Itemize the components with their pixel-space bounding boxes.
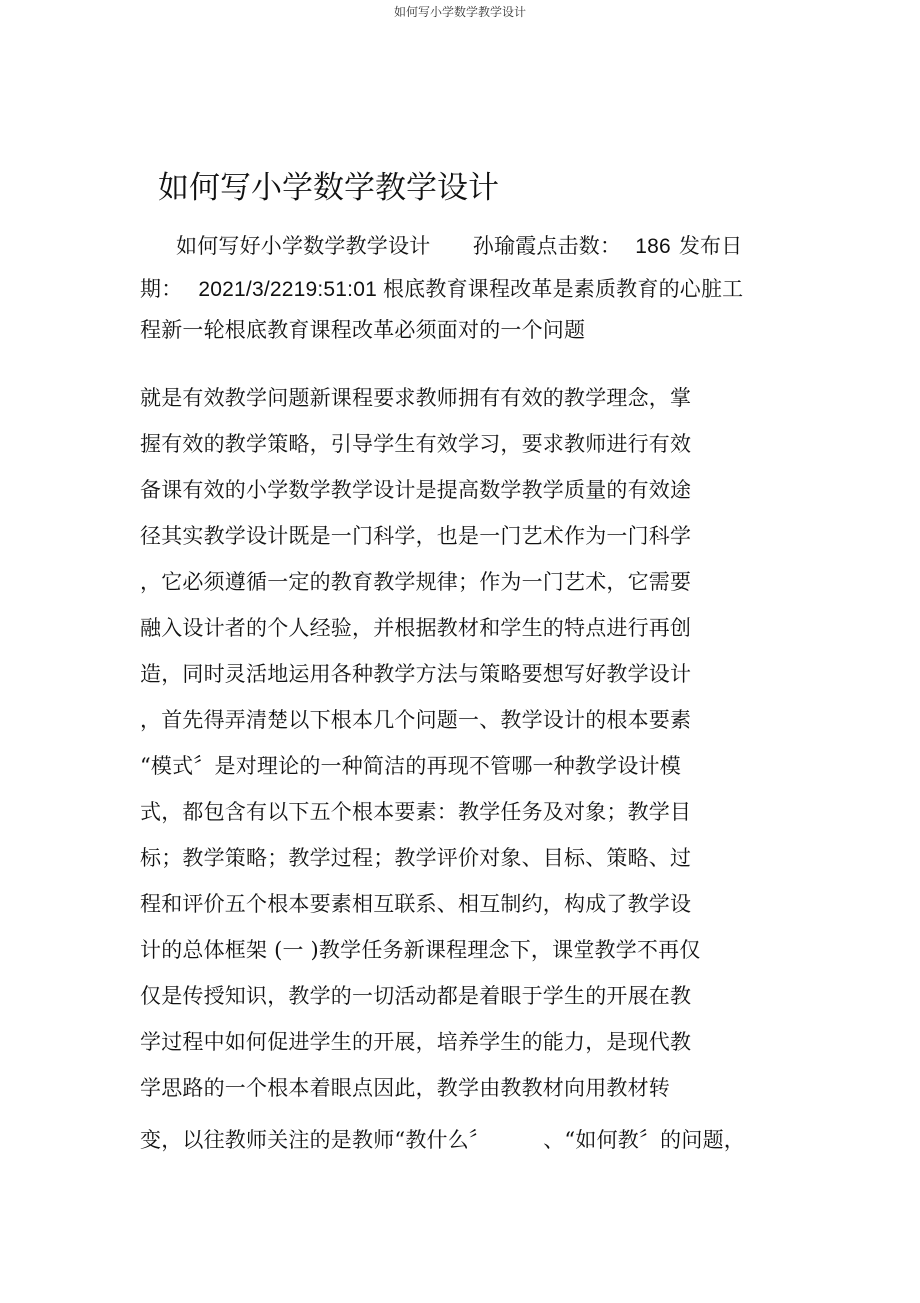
running-header: 如何写小学数学教学设计	[393, 5, 526, 19]
body-line: 变，以往教师关注的是教师“教什么〞 、“如何教〞的问题，	[140, 1128, 745, 1152]
body-line: 握有效的教学策略，引导学生有效学习，要求教师进行有效	[140, 432, 692, 456]
body-line: ，它必须遵循一定的教育教学规律；作为一门艺术，它需要	[140, 570, 692, 594]
body-line: 学过程中如何促进学生的开展，培养学生的能力，是现代教	[140, 1030, 692, 1054]
body-line: 学思路的一个根本着眼点因此，教学由教教材向用教材转	[140, 1076, 670, 1100]
body-line: 径其实教学设计既是一门科学，也是一门艺术作为一门科学	[140, 524, 692, 548]
intro-text-publish: 发布日	[678, 234, 743, 258]
body-line: 程和评价五个根本要素相互联系、相互制约，构成了教学设	[140, 892, 692, 916]
body-line: 备课有效的小学数学教学设计是提高数学教学质量的有效途	[140, 478, 692, 502]
body-line: 标；教学策略；教学过程；教学评价对象、目标、策略、过	[140, 846, 692, 870]
intro-text-date-label: 期：	[140, 277, 183, 301]
body-line: 造，同时灵活地运用各种教学方法与策略要想写好教学设计	[140, 662, 692, 686]
document-title: 如何写小学数学教学设计	[158, 170, 499, 206]
click-count: 186	[635, 235, 671, 258]
body-line: 融入设计者的个人经验，并根据教材和学生的特点进行再创	[140, 616, 692, 640]
publish-date: 2021/3/2219:51:01	[198, 278, 377, 301]
intro-line-1	[176, 232, 742, 261]
intro-line-2	[140, 275, 743, 304]
intro-text-author: 如何写好小学数学教学设计 孙瑜霞点击数：	[176, 234, 622, 258]
body-line: “模式〞是对理论的一种简洁的再现不管哪一种教学设计模	[140, 754, 681, 778]
intro-text-continue: 根底教育课程改革是素质教育的心脏工	[382, 277, 744, 301]
body-line: 式，都包含有以下五个根本要素：教学任务及对象；教学目	[140, 800, 692, 824]
body-line: 仅是传授知识，教学的一切活动都是着眼于学生的开展在教	[140, 984, 692, 1008]
body-line: 就是有效教学问题新课程要求教师拥有有效的教学理念，掌	[140, 386, 692, 410]
intro-line-3: 程新一轮根底教育课程改革必须面对的一个问题	[140, 318, 586, 342]
body-line: ，首先得弄清楚以下根本几个问题一、教学设计的根本要素	[140, 708, 692, 732]
body-line: 计的总体框架 (一 )教学任务新课程理念下，课堂教学不再仅	[140, 938, 701, 962]
